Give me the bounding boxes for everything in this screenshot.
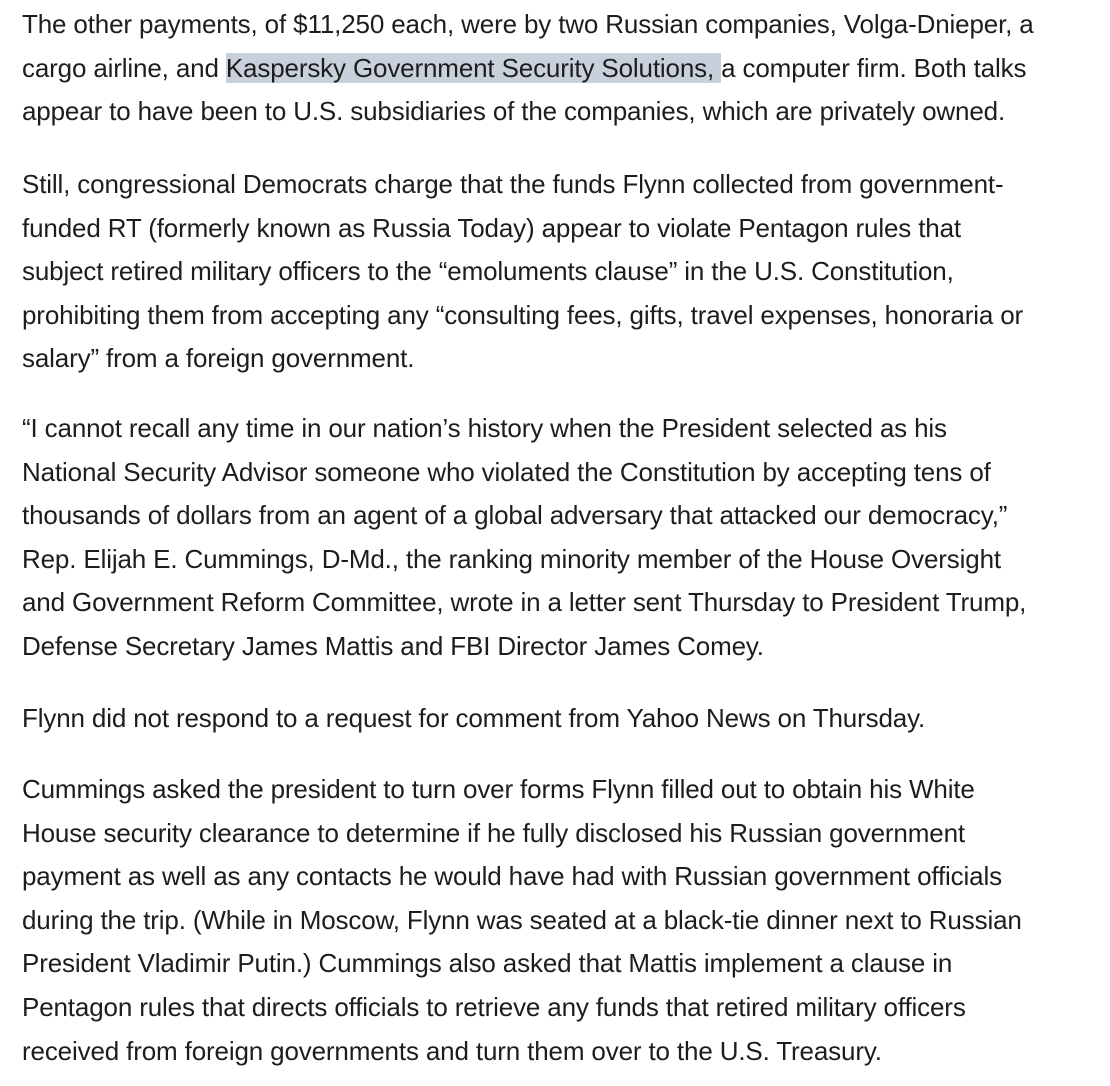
- paragraph-line: subject retired military officers to the “emoluments clause” in the U.S. Constitution,: [22, 256, 954, 287]
- paragraph-line: thousands of dollars from an agent of a global adversary that attacked our democracy,”: [22, 500, 1008, 531]
- paragraph-2: [22, 163, 1110, 381]
- paragraph-3: [22, 407, 1110, 669]
- paragraph-line: [22, 47, 1110, 91]
- paragraph-line: “I cannot recall any time in our nation’s history when the President selected as his: [22, 413, 947, 443]
- paragraph-line: appear to have been to U.S. subsidiaries of the companies, which are privately owned.: [22, 96, 1006, 127]
- paragraph-line: The other payments, of $11,250 each, were by two Russian companies, Volga-Dnieper, a: [22, 9, 1034, 39]
- line-prefix: cargo airline, and: [22, 52, 226, 83]
- paragraph-4: [22, 697, 1110, 741]
- paragraph-line: received from foreign governments and turn them over to the U.S. Treasury.: [22, 1035, 882, 1066]
- paragraph-line: prohibiting them from accepting any “consulting fees, gifts, travel expenses, honoraria or: [22, 299, 1024, 330]
- paragraph-line: President Vladimir Putin.) Cummings also asked that Mattis implement a clause in: [22, 948, 953, 979]
- paragraph-line: payment as well as any contacts he would have had with Russian government officials: [22, 861, 1002, 892]
- paragraph-line: during the trip. (While in Moscow, Flynn was seated at a black-tie dinner next to Russian: [22, 904, 1022, 935]
- paragraph-line: House security clearance to determine if he fully disclosed his Russian government: [22, 817, 965, 848]
- paragraph-5: [22, 768, 1110, 1073]
- line-suffix: a computer firm. Both talks: [721, 52, 1027, 83]
- paragraph-line: National Security Advisor someone who violated the Constitution by accepting tens of: [22, 456, 991, 487]
- paragraph-line: Rep. Elijah E. Cummings, D-Md., the ranking minority member of the House Oversight: [22, 543, 1001, 574]
- paragraph-line: Cummings asked the president to turn over forms Flynn filled out to obtain his White: [22, 774, 975, 804]
- paragraph-line: salary” from a foreign government.: [22, 343, 415, 374]
- paragraph-line: Flynn did not respond to a request for comment from Yahoo News on Thursday.: [22, 703, 926, 733]
- paragraph-line: Defense Secretary James Mattis and FBI Director James Comey.: [22, 630, 764, 661]
- paragraph-line: Pentagon rules that directs officials to retrieve any funds that retired military officers: [22, 991, 966, 1022]
- paragraph-line: Still, congressional Democrats charge that the funds Flynn collected from government-: [22, 169, 1004, 199]
- paragraph-line: funded RT (formerly known as Russia Today) appear to violate Pentagon rules that: [22, 212, 961, 243]
- paragraph-1: [22, 3, 1110, 134]
- paragraph-line: and Government Reform Committee, wrote in a letter sent Thursday to President Trump,: [22, 587, 1027, 618]
- selected-text-highlight[interactable]: Kaspersky Government Security Solutions,: [225, 52, 722, 83]
